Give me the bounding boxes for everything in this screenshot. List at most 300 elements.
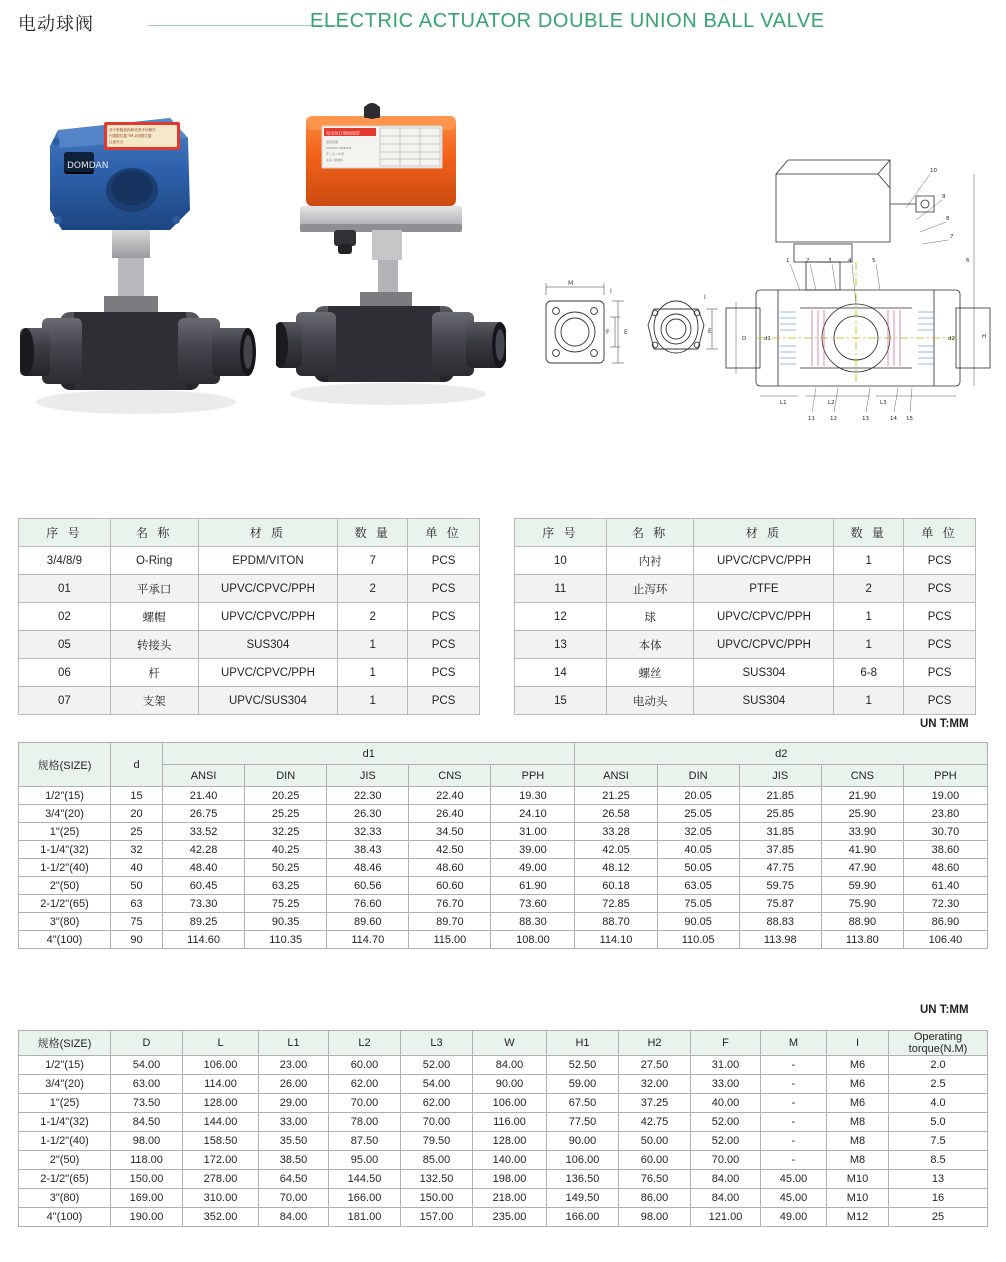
cell-value: 121.00 [691, 1208, 761, 1227]
cell-value: 166.00 [329, 1189, 401, 1208]
svg-text:4: 4 [848, 258, 852, 264]
cell-value: 132.50 [401, 1170, 473, 1189]
cell-value: - [761, 1056, 827, 1075]
cell-d2-din: 75.05 [657, 895, 739, 913]
cell-size: 3/4"(20) [19, 1075, 111, 1094]
cell-material: UPVC/CPVC/PPH [198, 575, 338, 603]
parts-table-right [514, 518, 976, 715]
svg-text:I: I [704, 294, 706, 301]
cell-size: 2"(50) [19, 1151, 111, 1170]
cell-value: 54.00 [111, 1056, 183, 1075]
cell-name: 本体 [606, 631, 694, 659]
cell-name: 平承口 [110, 575, 198, 603]
col-no: 序 号 [515, 519, 607, 547]
cell-qty: 7 [338, 547, 408, 575]
cell-value: 77.50 [547, 1113, 619, 1132]
cell-value: 190.00 [111, 1208, 183, 1227]
cell-value: M10 [827, 1189, 889, 1208]
cell-d1-cns: 76.70 [409, 895, 491, 913]
cell-qty: 1 [834, 687, 904, 715]
cell-value: 27.50 [619, 1056, 691, 1075]
table-subheader-row [19, 765, 988, 787]
col-material: 材 质 [694, 519, 834, 547]
table-row [19, 841, 988, 859]
cell-value: 84.00 [473, 1056, 547, 1075]
cell-d2-jis: 59.75 [739, 877, 821, 895]
cell-value: M6 [827, 1056, 889, 1075]
cell-value: 35.50 [259, 1132, 329, 1151]
table-row [19, 1113, 988, 1132]
cell-size: 2-1/2"(65) [19, 895, 111, 913]
cell-size: 1-1/2"(40) [19, 1132, 111, 1151]
col-group-d1: d1 [163, 743, 575, 765]
cell-value: 7.5 [889, 1132, 988, 1151]
cell-value: 310.00 [183, 1189, 259, 1208]
table-row [515, 603, 976, 631]
cell-size: 2"(50) [19, 877, 111, 895]
cell-material: SUS304 [694, 659, 834, 687]
cell-value: 98.00 [111, 1132, 183, 1151]
col-d1-cns: CNS [409, 765, 491, 787]
col-size: 规格(SIZE) [19, 743, 111, 787]
cell-d1-jis: 114.70 [327, 931, 409, 949]
cell-d1-din: 75.25 [245, 895, 327, 913]
table-row [19, 603, 480, 631]
cell-material: UPVC/CPVC/PPH [694, 603, 834, 631]
svg-text:11: 11 [808, 416, 815, 422]
cell-value: 52.00 [401, 1056, 473, 1075]
cell-d1-pph: 24.10 [491, 805, 575, 823]
cell-d: 75 [111, 913, 163, 931]
cell-value: 84.00 [259, 1208, 329, 1227]
cell-value: 8.5 [889, 1151, 988, 1170]
cell-value: 59.00 [547, 1075, 619, 1094]
cell-value: 181.00 [329, 1208, 401, 1227]
cell-d2-jis: 25.85 [739, 805, 821, 823]
svg-text:开 / 关 / 共用: 开 / 关 / 共用 [326, 152, 344, 156]
cell-value: 4.0 [889, 1094, 988, 1113]
col-unit: 单 位 [408, 519, 480, 547]
cell-no: 10 [515, 547, 607, 575]
cell-value: 60.00 [619, 1151, 691, 1170]
cell-value: 172.00 [183, 1151, 259, 1170]
cell-value: - [761, 1075, 827, 1094]
unit-note-1: UN T:MM [920, 718, 969, 730]
cell-value: 38.50 [259, 1151, 329, 1170]
col-group-d2: d2 [575, 743, 988, 765]
svg-text:13: 13 [862, 416, 869, 422]
svg-text:DOMDAN: DOMDAN [67, 161, 109, 171]
cell-d2-ansi: 48.12 [575, 859, 657, 877]
cell-material: PTFE [694, 575, 834, 603]
cell-value: 106.00 [183, 1056, 259, 1075]
page-header [0, 0, 1006, 50]
table-row [515, 631, 976, 659]
svg-text:M: M [568, 280, 574, 287]
svg-text:D: D [742, 336, 747, 342]
svg-text:12: 12 [830, 416, 837, 422]
orange-actuator-valve-image [276, 88, 506, 488]
table-row [19, 1094, 988, 1113]
svg-text:1: 1 [786, 258, 790, 264]
cell-size: 3"(80) [19, 913, 111, 931]
cell-d2-din: 32.05 [657, 823, 739, 841]
col-unit: 单 位 [904, 519, 976, 547]
cell-value: 5.0 [889, 1113, 988, 1132]
cell-qty: 2 [338, 575, 408, 603]
cell-value: 118.00 [111, 1151, 183, 1170]
flange-drawing-square [528, 275, 638, 425]
cell-value: 67.50 [547, 1094, 619, 1113]
table-row [515, 659, 976, 687]
col-qty: 数 量 [834, 519, 904, 547]
col-d: d [111, 743, 163, 787]
cell-d1-jis: 76.60 [327, 895, 409, 913]
cell-d2-din: 20.05 [657, 787, 739, 805]
col-d2-jis: JIS [739, 765, 821, 787]
col-l3: L3 [401, 1031, 473, 1056]
cell-value: 140.00 [473, 1151, 547, 1170]
table-row [515, 547, 976, 575]
cell-unit: PCS [408, 603, 480, 631]
cell-d1-pph: 88.30 [491, 913, 575, 931]
cell-size: 1/2"(15) [19, 1056, 111, 1075]
cell-d2-cns: 21.90 [821, 787, 903, 805]
cell-d1-cns: 48.60 [409, 859, 491, 877]
cell-d2-pph: 38.60 [903, 841, 987, 859]
cell-d1-pph: 61.90 [491, 877, 575, 895]
cell-material: UPVC/CPVC/PPH [198, 603, 338, 631]
table-row [19, 877, 988, 895]
cell-value: - [761, 1113, 827, 1132]
cell-unit: PCS [904, 575, 976, 603]
cell-d: 20 [111, 805, 163, 823]
col-name: 名 称 [606, 519, 694, 547]
cell-unit: PCS [904, 603, 976, 631]
cell-value: 70.00 [401, 1113, 473, 1132]
page-title-cn: 电动球阀 [18, 14, 94, 34]
cell-value: 78.00 [329, 1113, 401, 1132]
cell-size: 4"(100) [19, 1208, 111, 1227]
cell-value: 64.50 [259, 1170, 329, 1189]
cell-d2-ansi: 60.18 [575, 877, 657, 895]
cell-d2-cns: 88.90 [821, 913, 903, 931]
cell-d1-jis: 22.30 [327, 787, 409, 805]
cell-value: 33.00 [691, 1075, 761, 1094]
col--size-: 规格(SIZE) [19, 1031, 111, 1056]
table-row [19, 1208, 988, 1227]
cell-value: 144.50 [329, 1170, 401, 1189]
cell-value: M6 [827, 1094, 889, 1113]
cell-no: 05 [19, 631, 111, 659]
svg-text:E: E [708, 328, 712, 335]
cell-d: 40 [111, 859, 163, 877]
svg-text:d2: d2 [948, 336, 955, 342]
cell-unit: PCS [408, 631, 480, 659]
col-d2-din: DIN [657, 765, 739, 787]
cell-qty: 1 [834, 631, 904, 659]
col-i: I [827, 1031, 889, 1056]
cell-d1-ansi: 114.60 [163, 931, 245, 949]
cell-unit: PCS [408, 547, 480, 575]
svg-text:L1: L1 [780, 400, 787, 406]
table-row [19, 895, 988, 913]
table-row [19, 687, 480, 715]
col-d1-ansi: ANSI [163, 765, 245, 787]
cell-value: 84.00 [691, 1189, 761, 1208]
table-row [19, 859, 988, 877]
cell-value: 128.00 [183, 1094, 259, 1113]
cell-d1-din: 40.25 [245, 841, 327, 859]
col-d1-jis: JIS [327, 765, 409, 787]
svg-text:3: 3 [828, 258, 832, 264]
cell-d1-din: 110.35 [245, 931, 327, 949]
cell-unit: PCS [904, 659, 976, 687]
svg-text:电动执行器接线图: 电动执行器接线图 [326, 130, 360, 136]
cell-value: 25 [889, 1208, 988, 1227]
cell-value: 76.50 [619, 1170, 691, 1189]
cell-d2-jis: 75.87 [739, 895, 821, 913]
cell-value: 128.00 [473, 1132, 547, 1151]
cell-value: 278.00 [183, 1170, 259, 1189]
cell-d2-jis: 88.83 [739, 913, 821, 931]
cell-material: UPVC/CPVC/PPH [198, 659, 338, 687]
col-l: L [183, 1031, 259, 1056]
table-row [19, 805, 988, 823]
cell-name: 螺丝 [606, 659, 694, 687]
product-illustrations [0, 60, 1006, 490]
svg-text:注意安全: 注意安全 [109, 140, 124, 144]
table-row [19, 787, 988, 805]
cell-value: 352.00 [183, 1208, 259, 1227]
cell-d2-pph: 30.70 [903, 823, 987, 841]
svg-text:10: 10 [930, 168, 937, 174]
cell-d1-cns: 34.50 [409, 823, 491, 841]
cell-d2-jis: 47.75 [739, 859, 821, 877]
cell-d2-din: 40.05 [657, 841, 739, 859]
cell-value: 150.00 [111, 1170, 183, 1189]
svg-text:请不要随意拆卸或者手动操作: 请不要随意拆卸或者手动操作 [109, 128, 156, 132]
cell-d1-ansi: 21.40 [163, 787, 245, 805]
cell-qty: 1 [338, 659, 408, 687]
cell-d2-ansi: 88.70 [575, 913, 657, 931]
cell-d1-jis: 89.60 [327, 913, 409, 931]
cell-d1-cns: 115.00 [409, 931, 491, 949]
cell-value: 23.00 [259, 1056, 329, 1075]
cell-name: 电动头 [606, 687, 694, 715]
cell-size: 1-1/4"(32) [19, 1113, 111, 1132]
cell-d2-pph: 106.40 [903, 931, 987, 949]
table-row [19, 1132, 988, 1151]
svg-text:注意: 接地线: 注意: 接地线 [326, 158, 343, 162]
cell-d2-jis: 21.85 [739, 787, 821, 805]
cell-value: 90.00 [473, 1075, 547, 1094]
cell-qty: 2 [834, 575, 904, 603]
table-row [515, 575, 976, 603]
table-row [19, 1056, 988, 1075]
cell-size: 3/4"(20) [19, 805, 111, 823]
cell-d2-ansi: 114.10 [575, 931, 657, 949]
cell-d1-pph: 31.00 [491, 823, 575, 841]
cell-size: 1"(25) [19, 1094, 111, 1113]
dimension-table-d1-d2 [18, 742, 988, 949]
cell-material: SUS304 [694, 687, 834, 715]
col-d: D [111, 1031, 183, 1056]
svg-text:E: E [624, 329, 628, 336]
cell-value: 33.00 [259, 1113, 329, 1132]
cell-value: 60.00 [329, 1056, 401, 1075]
cell-value: 2.0 [889, 1056, 988, 1075]
cell-value: 95.00 [329, 1151, 401, 1170]
cell-d2-cns: 47.90 [821, 859, 903, 877]
svg-text:接线说明: 接线说明 [326, 140, 339, 144]
svg-text:AC220V 50/60Hz: AC220V 50/60Hz [326, 146, 352, 150]
cell-value: 86.00 [619, 1189, 691, 1208]
cell-name: 支架 [110, 687, 198, 715]
cell-value: 63.00 [111, 1075, 183, 1094]
col-name: 名 称 [110, 519, 198, 547]
cell-d2-din: 25.05 [657, 805, 739, 823]
cell-value: 98.00 [619, 1208, 691, 1227]
cell-no: 01 [19, 575, 111, 603]
cell-name: 内衬 [606, 547, 694, 575]
cell-value: M8 [827, 1151, 889, 1170]
cell-value: 136.50 [547, 1170, 619, 1189]
cell-value: M10 [827, 1170, 889, 1189]
cell-d2-jis: 113.98 [739, 931, 821, 949]
cell-d1-din: 90.35 [245, 913, 327, 931]
cell-material: UPVC/CPVC/PPH [694, 547, 834, 575]
cell-value: 144.00 [183, 1113, 259, 1132]
table-row [19, 1189, 988, 1208]
cell-qty: 1 [338, 631, 408, 659]
cell-d1-ansi: 60.45 [163, 877, 245, 895]
col-h1: H1 [547, 1031, 619, 1056]
cell-value: 85.00 [401, 1151, 473, 1170]
cell-d2-cns: 59.90 [821, 877, 903, 895]
cell-d1-pph: 108.00 [491, 931, 575, 949]
cell-d2-ansi: 72.85 [575, 895, 657, 913]
cell-d: 15 [111, 787, 163, 805]
dimension-table-main [18, 1030, 988, 1227]
cell-name: 杆 [110, 659, 198, 687]
table-header-row [19, 743, 988, 765]
svg-text:8: 8 [946, 216, 950, 222]
cell-unit: PCS [408, 687, 480, 715]
cell-size: 1"(25) [19, 823, 111, 841]
cell-d: 63 [111, 895, 163, 913]
cell-d2-pph: 61.40 [903, 877, 987, 895]
cell-value: 37.25 [619, 1094, 691, 1113]
cell-qty: 1 [834, 547, 904, 575]
cell-name: O-Ring [110, 547, 198, 575]
cell-d2-pph: 86.90 [903, 913, 987, 931]
cell-d1-din: 50.25 [245, 859, 327, 877]
parts-table-left [18, 518, 480, 715]
cell-value: 52.00 [691, 1132, 761, 1151]
cell-d2-ansi: 21.25 [575, 787, 657, 805]
table-row [19, 547, 480, 575]
cell-value: 106.00 [473, 1094, 547, 1113]
cell-d: 25 [111, 823, 163, 841]
cell-value: 54.00 [401, 1075, 473, 1094]
cell-d2-ansi: 42.05 [575, 841, 657, 859]
cell-size: 1-1/2"(40) [19, 859, 111, 877]
cell-d1-jis: 48.46 [327, 859, 409, 877]
cell-d: 50 [111, 877, 163, 895]
cell-material: EPDM/VITON [198, 547, 338, 575]
cell-no: 12 [515, 603, 607, 631]
cell-no: 11 [515, 575, 607, 603]
svg-text:9: 9 [942, 194, 946, 200]
svg-text:I: I [610, 288, 612, 295]
svg-text:7: 7 [950, 234, 954, 240]
cell-d1-jis: 60.56 [327, 877, 409, 895]
col-d1-pph: PPH [491, 765, 575, 787]
cell-value: 70.00 [691, 1151, 761, 1170]
cell-d2-ansi: 26.58 [575, 805, 657, 823]
col-d1-din: DIN [245, 765, 327, 787]
cell-name: 球 [606, 603, 694, 631]
cell-value: - [761, 1151, 827, 1170]
cell-d2-din: 110.05 [657, 931, 739, 949]
cell-value: 73.50 [111, 1094, 183, 1113]
cell-value: 114.00 [183, 1075, 259, 1094]
cell-no: 02 [19, 603, 111, 631]
cell-size: 1/2"(15) [19, 787, 111, 805]
cell-value: 169.00 [111, 1189, 183, 1208]
cell-value: 70.00 [329, 1094, 401, 1113]
cell-value: - [761, 1094, 827, 1113]
table-header-row [19, 1031, 988, 1056]
cell-d1-ansi: 26.75 [163, 805, 245, 823]
cell-value: 150.00 [401, 1189, 473, 1208]
cell-no: 3/4/8/9 [19, 547, 111, 575]
cell-value: 45.00 [761, 1189, 827, 1208]
svg-text:F: F [606, 329, 610, 336]
cell-value: 32.00 [619, 1075, 691, 1094]
cell-material: UPVC/CPVC/PPH [694, 631, 834, 659]
cell-value: 40.00 [691, 1094, 761, 1113]
cell-no: 14 [515, 659, 607, 687]
cell-d1-cns: 89.70 [409, 913, 491, 931]
cell-value: 29.00 [259, 1094, 329, 1113]
cell-d1-din: 25.25 [245, 805, 327, 823]
svg-text:d1: d1 [764, 336, 771, 342]
cell-d1-pph: 39.00 [491, 841, 575, 859]
cell-d1-ansi: 48.40 [163, 859, 245, 877]
col-material: 材 质 [198, 519, 338, 547]
cell-d2-din: 90.05 [657, 913, 739, 931]
cell-unit: PCS [408, 575, 480, 603]
cell-d1-pph: 49.00 [491, 859, 575, 877]
cell-value: 198.00 [473, 1170, 547, 1189]
cell-material: SUS304 [198, 631, 338, 659]
cell-d2-pph: 48.60 [903, 859, 987, 877]
svg-text:15: 15 [906, 416, 913, 422]
cell-value: 49.00 [761, 1208, 827, 1227]
table-row [19, 1170, 988, 1189]
cell-d1-jis: 26.30 [327, 805, 409, 823]
cell-size: 1-1/4"(32) [19, 841, 111, 859]
cell-size: 4"(100) [19, 931, 111, 949]
cell-d1-din: 63.25 [245, 877, 327, 895]
cell-no: 15 [515, 687, 607, 715]
cell-value: 235.00 [473, 1208, 547, 1227]
cell-value: 84.50 [111, 1113, 183, 1132]
cell-d2-ansi: 33.28 [575, 823, 657, 841]
cell-name: 转接头 [110, 631, 198, 659]
